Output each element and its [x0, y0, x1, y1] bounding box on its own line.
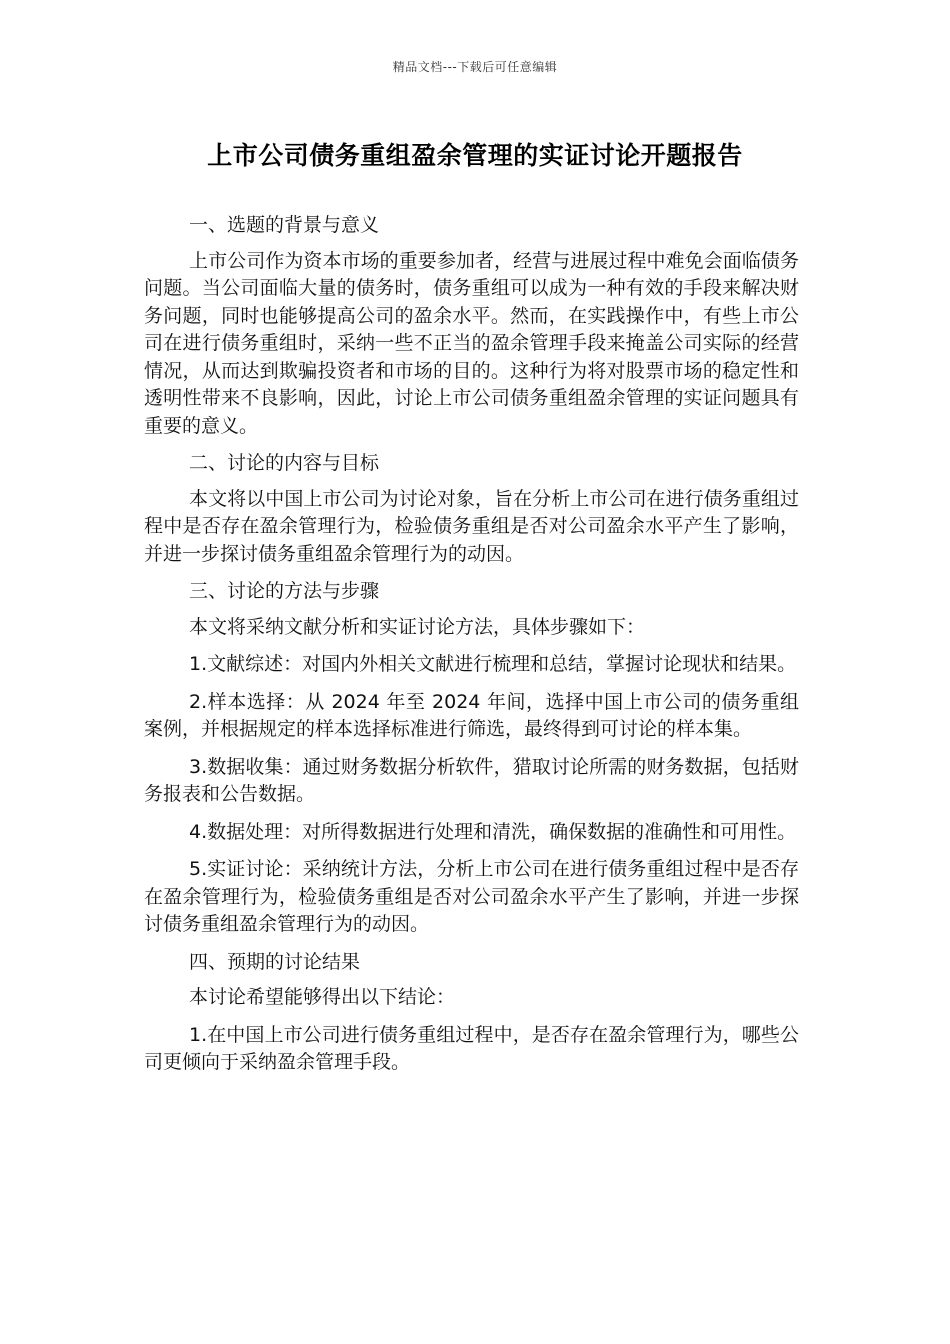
list-item-result-1: 1.在中国上市公司进行债务重组过程中，是否存在盈余管理行为，哪些公司更倾向于采纳盈余管理手段。	[144, 1023, 799, 1073]
page-header-note: 精品文档---下载后可任意编辑	[392, 60, 558, 74]
paragraph-content-goals: 本文将以中国上市公司为讨论对象，旨在分析上市公司在进行债务重组过程中是否存在盈余管理行为，检验债务重组是否对公司盈余水平产生了影响，并进一步探讨债务重组盈余管理行为的动因。	[144, 487, 799, 565]
document-body	[144, 212, 799, 1087]
paragraph-methods-intro: 本文将采纳文献分析和实证讨论方法，具体步骤如下：	[189, 615, 646, 638]
section-heading-content-goals: 二、讨论的内容与目标	[189, 452, 380, 474]
section-heading-background: 一、选题的背景与意义	[189, 214, 380, 236]
list-item-step-5: 5.实证讨论：采纳统计方法，分析上市公司在进行债务重组过程中是否存在盈余管理行为，检验债务重组是否对公司盈余水平产生了影响，并进一步探讨债务重组盈余管理行为的动因。	[144, 858, 799, 935]
list-item-step-2: 2.样本选择：从 2024 年至 2024 年间，选择中国上市公司的债务重组案例，并根据规定的样本选择标准进行筛选，最终得到可讨论的样本集。	[144, 690, 799, 740]
section-heading-expected-results: 四、预期的讨论结果	[189, 950, 361, 973]
list-item-step-1: 1.文献综述：对国内外相关文献进行梳理和总结，掌握讨论现状和结果。	[189, 653, 797, 675]
paragraph-background: 上市公司作为资本市场的重要参加者，经营与进展过程中难免会面临债务问题。当公司面临大量的债务时，债务重组可以成为一种有效的手段来解决财务问题，同时也能够提高公司的盈余水平。然而，在实践操作中，有些上市公司在进行债务重组时，采纳一些不正当的盈余管理手段来掩盖公司实际的经营情况，从而达到欺骗投资者和市场的目的。这种行为将对股票市场的稳定性和透明性带来不良影响，因此，讨论上市公司债务重组盈余管理的实证问题具有重要的意义。	[144, 249, 799, 437]
paragraph-results-intro: 本讨论希望能够得出以下结论：	[189, 986, 456, 1008]
list-item-step-3: 3.数据收集：通过财务数据分析软件，猎取讨论所需的财务数据，包括财务报表和公告数据。	[144, 755, 799, 805]
document-title: 上市公司债务重组盈余管理的实证讨论开题报告	[207, 141, 743, 170]
section-heading-methods: 三、讨论的方法与步骤	[189, 580, 380, 602]
list-item-step-4: 4.数据处理：对所得数据进行处理和清洗，确保数据的准确性和可用性。	[189, 820, 797, 843]
